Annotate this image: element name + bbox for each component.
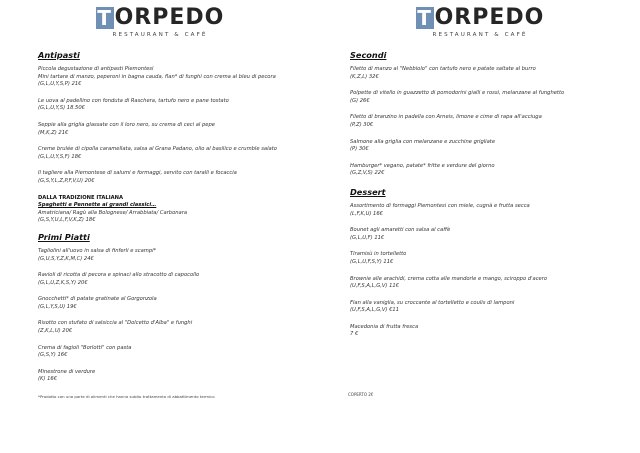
menu-item (38, 248, 308, 263)
menu-item-allergens-price: (G,S,Y,L,Z,P,F,V,U) 20€ (38, 177, 95, 184)
menu-item-allergens-price: (U,F,S,A,L,G,V) €11 (350, 307, 399, 314)
menu-item-text: Gnocchetti* di patate gratinate al Gorgonzola (38, 296, 157, 303)
menu-item (38, 296, 308, 311)
section-title-secondi: Secondi (350, 50, 387, 60)
menu-item-text: Mini tartare di manzo, peperoni in bagna cauda, flan* di funghi con crema al bleu di pecora (38, 73, 276, 80)
menu-item (38, 66, 308, 89)
menu-item (350, 139, 625, 154)
menu-item-text: Flan alla vaniglia, su croccante al tortelletto e coulis di lamponi (350, 299, 515, 306)
menu-item-allergens-price: (U,F,S,A,L,G,V) 11€ (350, 283, 399, 290)
logo-tagline: RESTAURANT & CAFÉ (432, 32, 528, 38)
menu-item-allergens-price: (G) 26€ (350, 97, 370, 104)
menu-item-allergens-price: (P,Z) 30€ (350, 121, 374, 128)
section-title-dessert: Dessert (350, 186, 386, 197)
tradizione-line: Amatriciana/ Ragù alla Bolognese/ Arrabbiata/ Carbonara (38, 209, 188, 216)
menu-item-allergens-price: (G,L,U,F,S,Y) 11€ (350, 258, 394, 265)
menu-item (350, 163, 625, 178)
logo-name: ORPEDO (114, 5, 225, 30)
menu-item-allergens-price: 7 € (350, 331, 359, 338)
menu-item (350, 300, 625, 315)
menu-item-text: Hamburger* vegano, patate* fritte e verdure del giorno (350, 162, 495, 169)
menu-item-text: Ravioli di ricotta di pecora e spinaci allo stracotto di capocollo (38, 272, 200, 279)
menu-item-text: Bounet agli amaretti con salsa al caffè (350, 227, 451, 234)
menu-item (38, 272, 308, 287)
menu-item (350, 251, 625, 266)
secondi-list (350, 66, 625, 178)
menu-item-text: Brownie alle arachidi, crema cotta alle mandorle e mango, sciroppo d'acero (350, 275, 548, 282)
menu-item-allergens-price: (G,U,S,Y,Z,K,M,C) 24€ (38, 255, 94, 262)
menu-item (350, 203, 625, 218)
menu-item-allergens-price: (G,L,U,Z,K,S,Y) 20€ (38, 279, 88, 286)
logo-name: ORPEDO (434, 5, 545, 30)
tradizione-block (38, 195, 308, 225)
footnote: *Prodotto con una parte di alimenti che hanno subito trattamento di abbattimento termico (38, 394, 215, 400)
antipasti-list (38, 66, 308, 186)
menu-item-text: Piccola degustazione di antipasti Piemontesi (38, 66, 154, 72)
menu-page-right (320, 0, 640, 453)
tradizione-title: DALLA TRADIZIONE ITALIANA (38, 194, 124, 201)
menu-item (38, 98, 308, 113)
menu-item-text: Assortimento di formaggi Piemontesi con miele, cugnà e frutta secca (350, 202, 530, 209)
dessert-list (350, 203, 625, 339)
logo-tagline: RESTAURANT & CAFÉ (112, 32, 208, 38)
logo-initial: T (417, 6, 432, 30)
menu-item-text: Minestrone di verdure (38, 368, 96, 375)
logo-wordmark (416, 7, 545, 29)
menu-item-text: Le uova al padellino con fonduta di Raschera, tartufo nero e pane tostato (38, 97, 229, 104)
menu-item (38, 320, 308, 335)
menu-item-allergens-price: (G,L,U,F) 11€ (350, 234, 385, 241)
menu-item (350, 66, 625, 81)
menu-item-allergens-price: (G,L,U,Y,S) 18.50€ (38, 105, 85, 112)
menu-item (350, 90, 625, 105)
logo-initial: T (97, 6, 112, 30)
menu-item-text: Filetto di branzino in padella con Arneis, limone e cime di rapa all'acciuga (350, 114, 542, 121)
menu-item-text: Il tagliere alla Piemontese di salumi e formaggi, servito con taralli e focaccia (38, 170, 237, 177)
section-title-antipasti: Antipasti (38, 50, 80, 60)
menu-item-text: Creme brulée di cipolla caramellata, salsa al Grana Padano, olio al basilico e crumble salato (38, 146, 277, 153)
menu-item-allergens-price: (M,K,Z) 21€ (38, 129, 69, 136)
menu-item-allergens-price: (G,L,U,Y,S,P) 21€ (38, 81, 82, 88)
menu-item-text: Tagliolini all'uovo in salsa di finferli e scampi* (38, 247, 157, 254)
menu-item (38, 345, 308, 360)
menu-item (350, 227, 625, 242)
menu-item-text: Filetto di manzo al "Nebbiolo" con tartufo nero e patate saltate al burro (350, 66, 536, 72)
menu-item-allergens-price: (K) 16€ (38, 376, 57, 383)
menu-item-text: Tiramisù in tortelletto (350, 251, 407, 258)
menu-item-allergens-price: (G,Z,V,S) 22€ (350, 170, 385, 177)
torpedo-logo (320, 7, 640, 38)
menu-item-text: Macedonia di frutta fresca (350, 323, 419, 330)
section-title-primi: Primi Piatti (38, 231, 90, 242)
menu-item (38, 146, 308, 161)
menu-item-text: Polpette di vitello in guazzetto di pomodorini gialli e rossi, melanzane al funghetto (350, 90, 565, 97)
logo-wordmark (96, 7, 225, 29)
coperto-note: COPERTO 2€ (348, 392, 374, 397)
menu-item (38, 170, 308, 185)
menu-item (38, 369, 308, 384)
menu-item-allergens-price: (Z,K,L,U) 20€ (38, 328, 73, 335)
tradizione-line: (G,S,Y,U,L,F,V,K,Z) 18€ (38, 217, 96, 224)
menu-item-text: Risotto con stufato di salsiccia al "Dolcetto d'Alba" e funghi (38, 320, 193, 327)
menu-item-text: Seppie alla griglia glassate con il loro nero, su crema di ceci al pepe (38, 121, 215, 128)
menu-item-allergens-price: (K,Z,L) 32€ (350, 73, 379, 80)
right-menu-content (350, 50, 625, 348)
menu-item (38, 122, 308, 137)
menu-item (350, 276, 625, 291)
menu-item (350, 114, 625, 129)
menu-item-text: Crema di fagioli "Borlotti" con pasta (38, 344, 132, 351)
menu-item-allergens-price: (G,L,U,Y,S,F) 18€ (38, 153, 82, 160)
menu-item-allergens-price: (P) 30€ (350, 146, 369, 153)
tradizione-subtitle: Spaghetti e Pennette ai grandi classici… (38, 202, 157, 209)
menu-item (350, 324, 625, 339)
menu-item-allergens-price: (G,L,Y,S,U) 19€ (38, 303, 77, 310)
left-menu-content (38, 50, 308, 401)
menu-item-allergens-price: (L,F,K,U) 16€ (350, 210, 383, 217)
torpedo-logo (0, 7, 320, 38)
primi-list (38, 248, 308, 384)
menu-item-allergens-price: (G,S,Y) 16€ (38, 352, 68, 359)
menu-item-text: Salmone alla griglia con melanzane e zucchine grigliate (350, 138, 496, 145)
